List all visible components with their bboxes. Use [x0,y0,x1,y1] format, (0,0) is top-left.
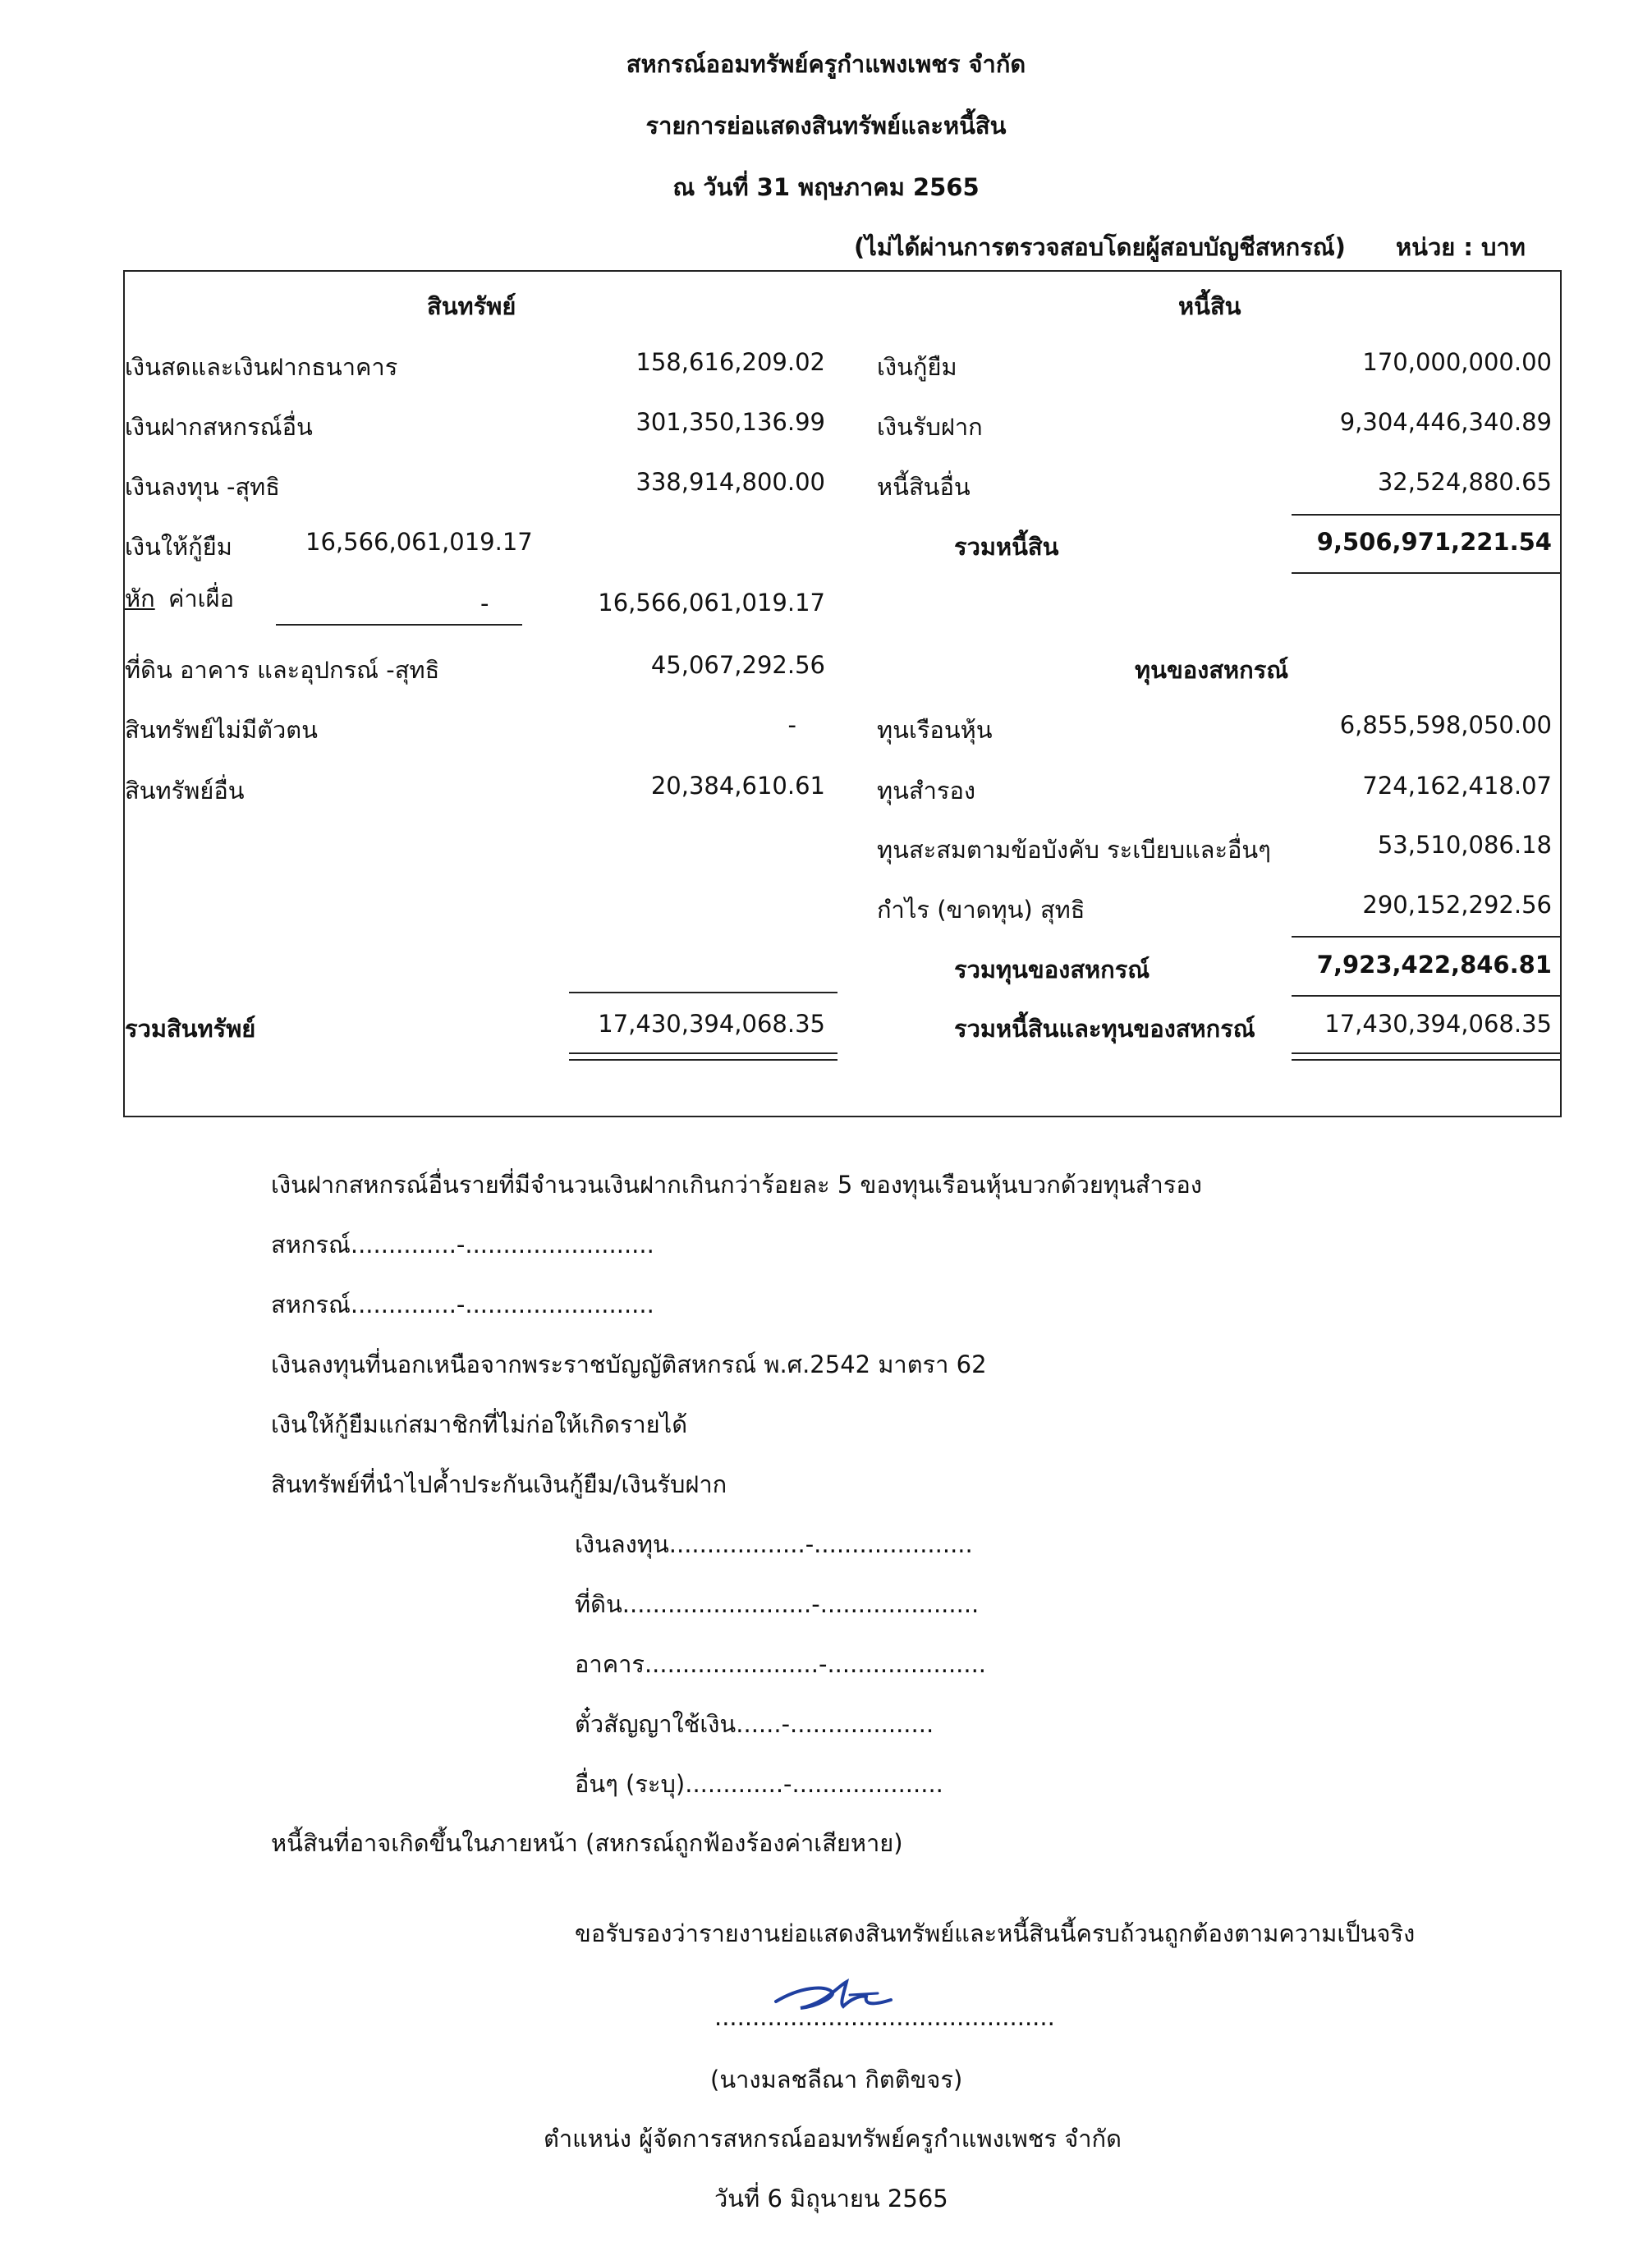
unit-label: หน่วย : บาท [1396,233,1526,261]
report-title: รายการย่อแสดงสินทรัพย์และหนี้สิน [645,112,1007,140]
asset-total-overline [569,992,837,993]
asset-value-cash: 158,616,209.02 [636,348,825,376]
asset-label-investment: เงินลงทุน -สุทธิ [125,473,280,501]
certification-statement: ขอรับรองว่ารายงานย่อแสดงสินทรัพย์และหนี้สินนี้ครบถ้วนถูกต้องตามความเป็นจริง [575,1919,1416,1947]
equity-total-underline [1292,995,1560,997]
report-date: ณ วันที่ 31 พฤษภาคม 2565 [672,173,980,201]
liability-total-value: 9,506,971,221.54 [1316,528,1552,556]
grand-total-underline-2 [1292,1059,1560,1061]
asset-total-underline-2 [569,1059,837,1061]
asset-label-coop-deposit: เงินฝากสหกรณ์อื่น [125,413,313,441]
less-label: หัก [125,585,155,612]
note-coop-2: สหกรณ์..............-......................... [271,1291,654,1318]
equity-label-reserve: ทุนสำรอง [877,777,976,805]
equity-label-profit: กำไร (ขาดทุน) สุทธิ [877,896,1085,924]
liabilities-heading: หนี้สิน [1178,292,1241,320]
liability-total-underline [1292,572,1560,574]
asset-label-other: สินทรัพย์อื่น [125,777,245,805]
pledged-item-building: อาคาร.......................-..................... [575,1650,987,1678]
liability-total-label: รวมหนี้สิน [954,533,1059,561]
liability-total-overline [1292,514,1560,516]
grand-total-label: รวมหนี้สินและทุนของสหกรณ์ [954,1015,1255,1043]
liability-label-borrowings: เงินกู้ยืม [877,353,957,381]
liability-label-other: หนี้สินอื่น [877,473,971,501]
grand-total-underline-1 [1292,1052,1560,1054]
asset-total-value: 17,430,394,068.35 [598,1010,825,1038]
allowance-value: - [480,589,489,617]
liability-label-deposits: เงินรับฝาก [877,413,983,441]
equity-value-shares: 6,855,598,050.00 [1339,711,1552,739]
grand-total-value: 17,430,394,068.35 [1324,1010,1552,1038]
equity-total-overline [1292,936,1560,938]
org-title: สหกรณ์ออมทรัพย์ครูกำแพงเพชร จำกัด [626,50,1026,78]
signer-name: (นางมลชลีณา กิตติขจร) [710,2066,963,2093]
note-nonperforming: เงินให้กู้ยืมแก่สมาชิกที่ไม่ก่อให้เกิดรายได้ [271,1410,688,1438]
asset-label-cash: เงินสดและเงินฝากธนาคาร [125,353,398,381]
note-investment-outside: เงินลงทุนที่นอกเหนือจากพระราชบัญญัติสหกรณ์ พ.ศ.2542 มาตรา 62 [271,1350,987,1378]
asset-label-ppe: ที่ดิน อาคาร และอุปกรณ์ -สุทธิ [125,656,440,684]
asset-label-loans: เงินให้กู้ยืม [125,533,232,561]
pledged-item-promissory: ตั๋วสัญญาใช้เงิน......-................... [575,1710,934,1738]
note-pledged: สินทรัพย์ที่นำไปค้ำประกันเงินกู้ยืม/เงินรับฝาก [271,1470,727,1498]
equity-label-shares: ทุนเรือนหุ้น [877,716,993,744]
equity-value-reserve: 724,162,418.07 [1362,772,1552,800]
note-contingent: หนี้สินที่อาจเกิดขึ้นในภายหน้า (สหกรณ์ถูกฟ้องร้องค่าเสียหาย) [271,1829,903,1857]
signed-date: วันที่ 6 มิถุนายน 2565 [714,2185,948,2212]
allowance-label: ค่าเผื่อ [168,585,235,612]
audit-note: (ไม่ได้ผ่านการตรวจสอบโดยผู้สอบบัญชีสหกรณ์) [854,233,1346,261]
note-coop-1: สหกรณ์..............-......................... [271,1231,654,1259]
signer-position: ตำแหน่ง ผู้จัดการสหกรณ์ออมทรัพย์ครูกำแพงเพชร จำกัด [544,2125,1122,2153]
asset-value-loans-net: 16,566,061,019.17 [598,589,825,617]
asset-value-ppe: 45,067,292.56 [650,651,825,679]
equity-heading: ทุนของสหกรณ์ [1135,656,1289,684]
asset-label-intangible: สินทรัพย์ไม่มีตัวตน [125,716,318,744]
pledged-item-land: ที่ดิน.........................-..................... [575,1590,980,1618]
equity-total-value: 7,923,422,846.81 [1316,951,1552,979]
equity-label-accumulated: ทุนสะสมตามข้อบังคับ ระเบียบและอื่นๆ [877,836,1271,864]
liability-value-borrowings: 170,000,000.00 [1362,348,1552,376]
allowance-underline [276,624,522,626]
signature-line: ............................................. [714,2003,1055,2031]
liability-value-deposits: 9,304,446,340.89 [1339,408,1552,436]
note-deposits-other: เงินฝากสหกรณ์อื่นรายที่มีจำนวนเงินฝากเกินกว่าร้อยละ 5 ของทุนเรือนหุ้นบวกด้วยทุนสำรอง [271,1171,1202,1199]
balance-sheet-table [123,270,1562,1117]
equity-total-label: รวมทุนของสหกรณ์ [954,956,1150,984]
liability-value-other: 32,524,880.65 [1377,468,1552,496]
pledged-item-other: อื่นๆ (ระบุ).............-.................... [575,1770,943,1798]
equity-value-profit: 290,152,292.56 [1362,891,1552,919]
equity-value-accumulated: 53,510,086.18 [1377,831,1552,859]
asset-total-underline-1 [569,1052,837,1054]
assets-heading: สินทรัพย์ [427,292,516,320]
asset-value-intangible: - [787,711,796,739]
asset-value-coop-deposit: 301,350,136.99 [636,408,825,436]
pledged-item-investment: เงินลงทุน..................-..................... [575,1530,973,1558]
asset-value-other: 20,384,610.61 [650,772,825,800]
asset-value-investment: 338,914,800.00 [636,468,825,496]
asset-total-label: รวมสินทรัพย์ [125,1015,256,1043]
asset-value-loans-gross: 16,566,061,019.17 [305,528,533,556]
